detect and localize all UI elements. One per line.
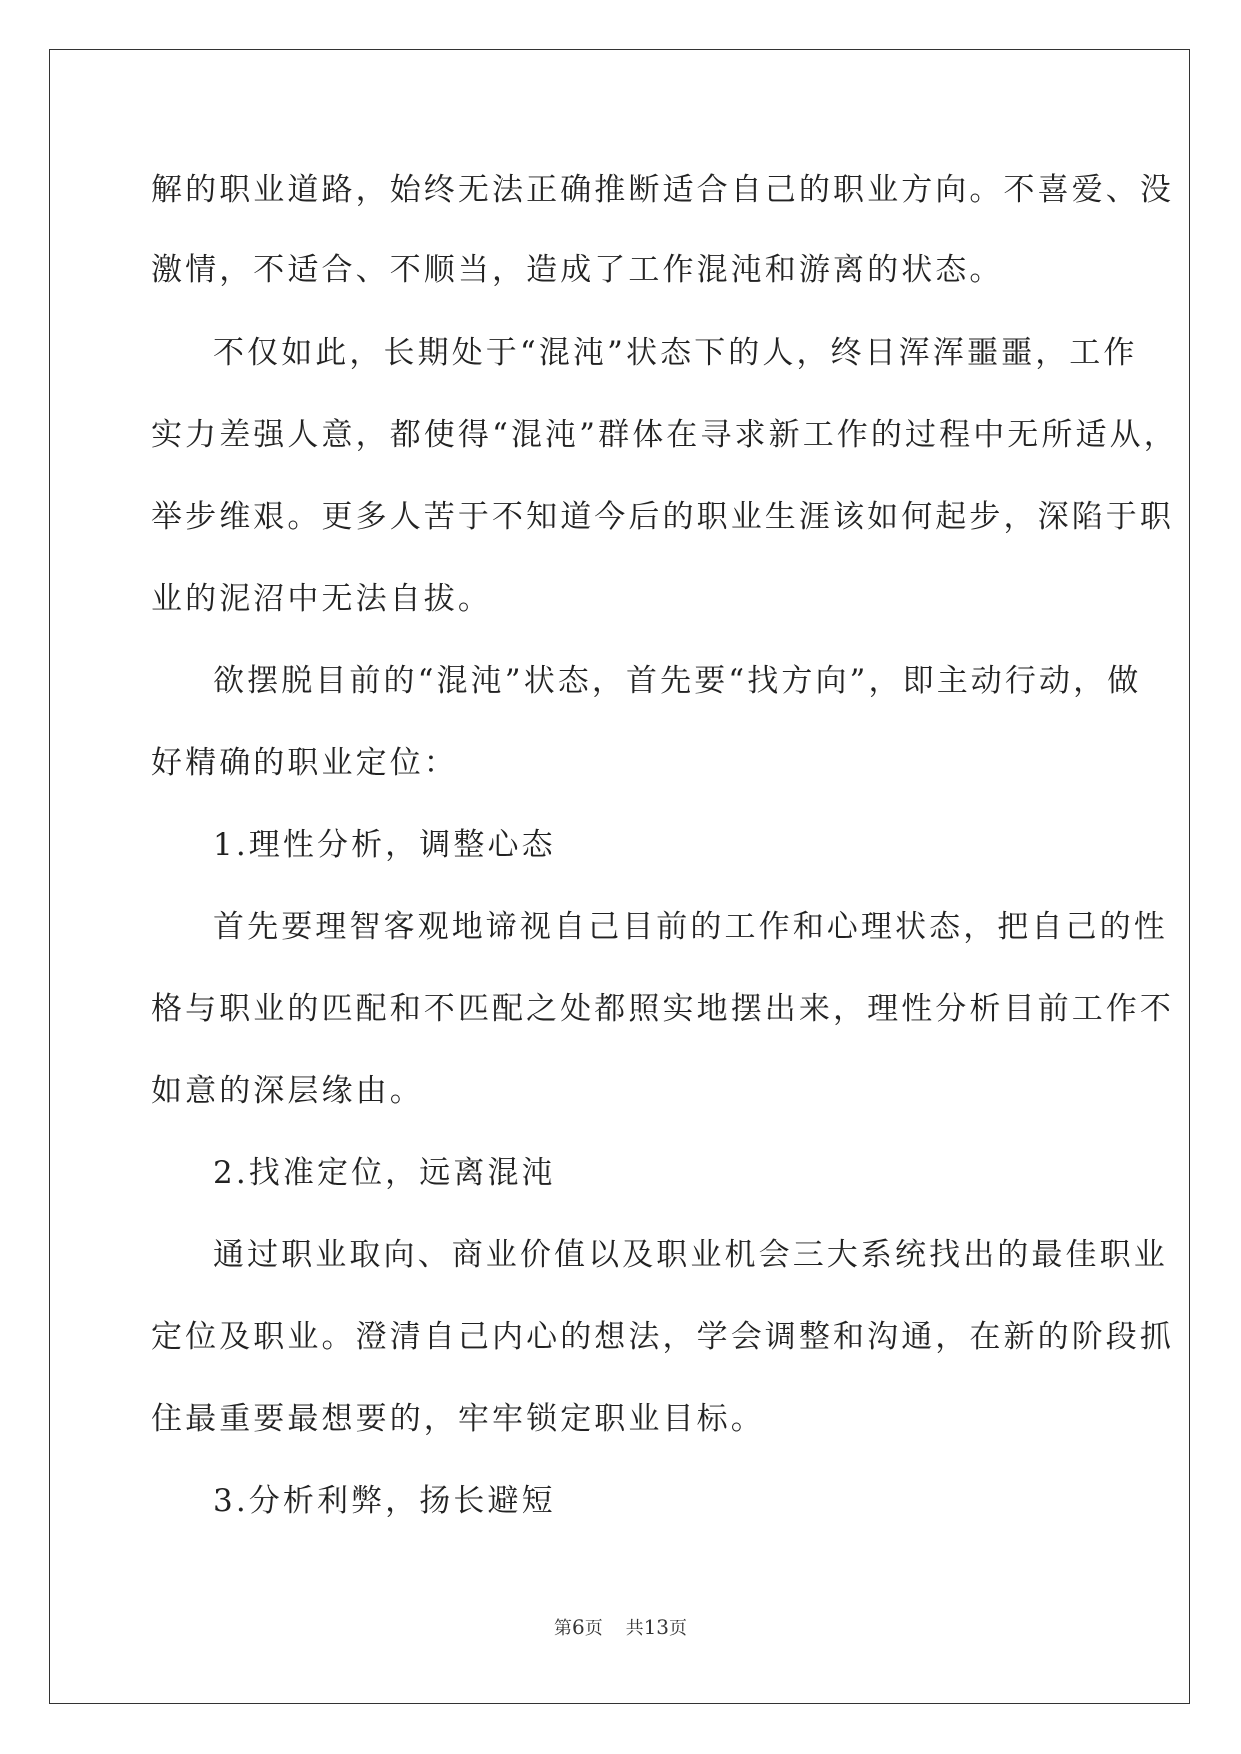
- total-prefix: 共: [625, 1618, 644, 1639]
- total-suffix: 页: [669, 1618, 688, 1639]
- text-line: 住最重要最想要的，牢牢锁定职业目标。: [151, 1401, 765, 1437]
- text-line: 定位及职业。澄清自己内心的想法，学会调整和沟通，在新的阶段抓: [151, 1319, 1174, 1355]
- text-line: 业的泥沼中无法自拔。: [151, 581, 492, 617]
- paragraph-start-line: 首先要理智客观地谛视自己目前的工作和心理状态，把自己的性: [213, 909, 1168, 945]
- text-line: 激情，不适合、不顺当，造成了工作混沌和游离的状态。: [151, 252, 1004, 288]
- section-heading-2: 2.找准定位，远离混沌: [213, 1155, 556, 1191]
- text-line: 好精确的职业定位：: [151, 745, 458, 781]
- page-number: 6: [571, 1615, 585, 1639]
- paragraph-start-line: 不仅如此，长期处于“混沌”状态下的人，终日浑浑噩噩，工作: [213, 335, 1138, 371]
- section-heading-1: 1.理性分析，调整心态: [213, 827, 556, 863]
- text-line: 举步维艰。更多人苦于不知道今后的职业生涯该如何起步，深陷于职: [151, 499, 1174, 535]
- section-heading-3: 3.分析利弊，扬长避短: [213, 1483, 556, 1519]
- page-footer: [0, 1615, 1241, 1641]
- page-suffix: 页: [584, 1618, 603, 1639]
- text-line: 如意的深层缘由。: [151, 1073, 424, 1109]
- text-line: 实力差强人意，都使得“混沌”群体在寻求新工作的过程中无所适从，: [151, 417, 1178, 453]
- text-line: 解的职业道路，始终无法正确推断适合自己的职业方向。不喜爱、没: [151, 172, 1174, 208]
- paragraph-start-line: 通过职业取向、商业价值以及职业机会三大系统找出的最佳职业: [213, 1237, 1168, 1273]
- page-border: [49, 49, 1190, 1704]
- total-pages: 13: [643, 1615, 670, 1639]
- text-line: 格与职业的匹配和不匹配之处都照实地摆出来，理性分析目前工作不: [151, 991, 1174, 1027]
- page-prefix: 第: [553, 1618, 572, 1639]
- paragraph-start-line: 欲摆脱目前的“混沌”状态，首先要“找方向”，即主动行动，做: [213, 663, 1142, 699]
